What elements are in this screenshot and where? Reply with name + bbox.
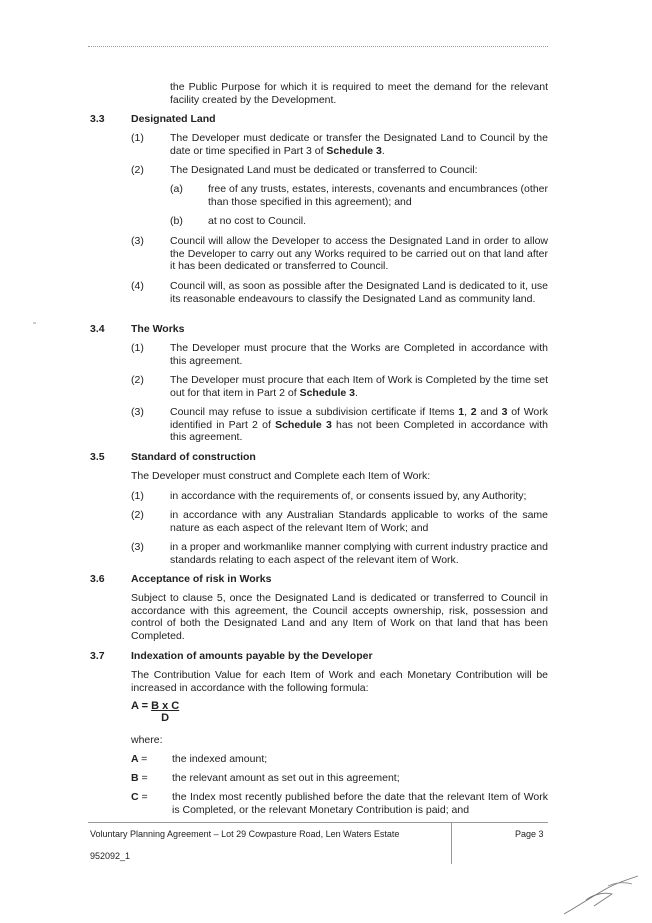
footer-title: Voluntary Planning Agreement – Lot 29 Cowpasture Road, Len Waters Estate [90, 829, 400, 839]
clause-number: (3) [131, 235, 144, 247]
clause-text: The Developer must procure that each Item of Work is Completed by the time set out for that item in Part 2 of Schedule 3. [170, 374, 548, 399]
section-heading: Indexation of amounts payable by the Developer [131, 650, 373, 662]
clause-number: (4) [131, 280, 144, 292]
clause-number: (2) [131, 164, 144, 176]
footer-rule [88, 822, 548, 823]
clause-number: (2) [131, 374, 144, 386]
clause-text: Council will, as soon as possible after the Designated Land is dedicated to it, use its reasonable endeavours to classify the Designated Land as community land. [170, 280, 548, 305]
section-heading: The Works [131, 323, 185, 335]
definition-text: the relevant amount as set out in this agreement; [172, 772, 400, 784]
section-heading: Designated Land [131, 113, 216, 125]
footer-divider [451, 822, 452, 864]
subclause-text: at no cost to Council. [208, 215, 307, 227]
clause-text: The Developer must procure that the Works are Completed in accordance with this agreement. [170, 342, 548, 367]
definition-symbol: B = [131, 772, 148, 784]
signature-initials [560, 872, 644, 918]
continued-paragraph: the Public Purpose for which it is required to meet the demand for the relevant facility created by the Development. [170, 81, 548, 106]
clause-text: in a proper and workmanlike manner complying with current industry practice and standards relating to each aspect of the relevant item of Work. [170, 541, 548, 566]
where-label: where: [131, 734, 163, 746]
definition-symbol: C = [131, 791, 148, 803]
section-heading: Standard of construction [131, 451, 256, 463]
clause-text: in accordance with any Australian Standards applicable to works of the same nature as each aspect of the relevant Item of Work; and [170, 509, 548, 534]
clause-number: (3) [131, 541, 144, 553]
subclause-text: free of any trusts, estates, interests, covenants and encumbrances (other than those specified in this agreement); and [208, 183, 548, 208]
section-number: 3.6 [90, 573, 105, 585]
section-number: 3.3 [90, 113, 105, 125]
subclause-number: (a) [170, 183, 183, 195]
section-number: 3.7 [90, 650, 105, 662]
clause-text: Council will allow the Developer to access the Designated Land in order to allow the Developer to carry out any Works required to be carried out on that land after it has been dedicated or transferred to Council. [170, 235, 548, 272]
definition-symbol: A = [131, 753, 148, 765]
clause-number: (2) [131, 509, 144, 521]
definition-text: the Index most recently published before the date that the relevant Item of Work is Completed, or the relevant Monetary Contribution is paid; and [172, 791, 548, 816]
section-intro: The Developer must construct and Complete each Item of Work: [131, 470, 431, 482]
section-number: 3.5 [90, 451, 105, 463]
clause-text: The Developer must dedicate or transfer the Designated Land to Council by the date or time specified in Part 3 of Schedule 3. [170, 132, 548, 157]
subclause-number: (b) [170, 215, 183, 227]
speck [33, 322, 36, 324]
top-rule [88, 46, 548, 47]
indexation-formula [131, 700, 179, 724]
section-heading: Acceptance of risk in Works [131, 573, 272, 585]
document-reference: 952092_1 [90, 851, 131, 861]
clause-number: (1) [131, 342, 144, 354]
section-body: Subject to clause 5, once the Designated Land is dedicated or transferred to Council in accordance with this agreement, the Council accepts ownership, risk, possession and control of both the Designated Land and any Item of Work on that land that has been Completed. [131, 592, 548, 642]
clause-text: in accordance with the requirements of, or consents issued by, any Authority; [170, 490, 527, 502]
clause-number: (1) [131, 490, 144, 502]
clause-number: (1) [131, 132, 144, 144]
clause-number: (3) [131, 406, 144, 418]
formula-lhs: A = [131, 700, 152, 712]
section-body: The Contribution Value for each Item of Work and each Monetary Contribution will be increased in accordance with the following formula: [131, 669, 548, 694]
clause-text: Council may refuse to issue a subdivision certificate if Items 1, 2 and 3 of Work identified in Part 2 of Schedule 3 has not been Completed in accordance with this agreement. [170, 406, 548, 443]
section-number: 3.4 [90, 323, 105, 335]
formula-denominator: D [161, 712, 170, 724]
formula-numerator: B x C [151, 700, 180, 712]
clause-text: The Designated Land must be dedicated or transferred to Council: [170, 164, 478, 176]
page-number: Page 3 [515, 829, 544, 839]
definition-text: the indexed amount; [172, 753, 268, 765]
